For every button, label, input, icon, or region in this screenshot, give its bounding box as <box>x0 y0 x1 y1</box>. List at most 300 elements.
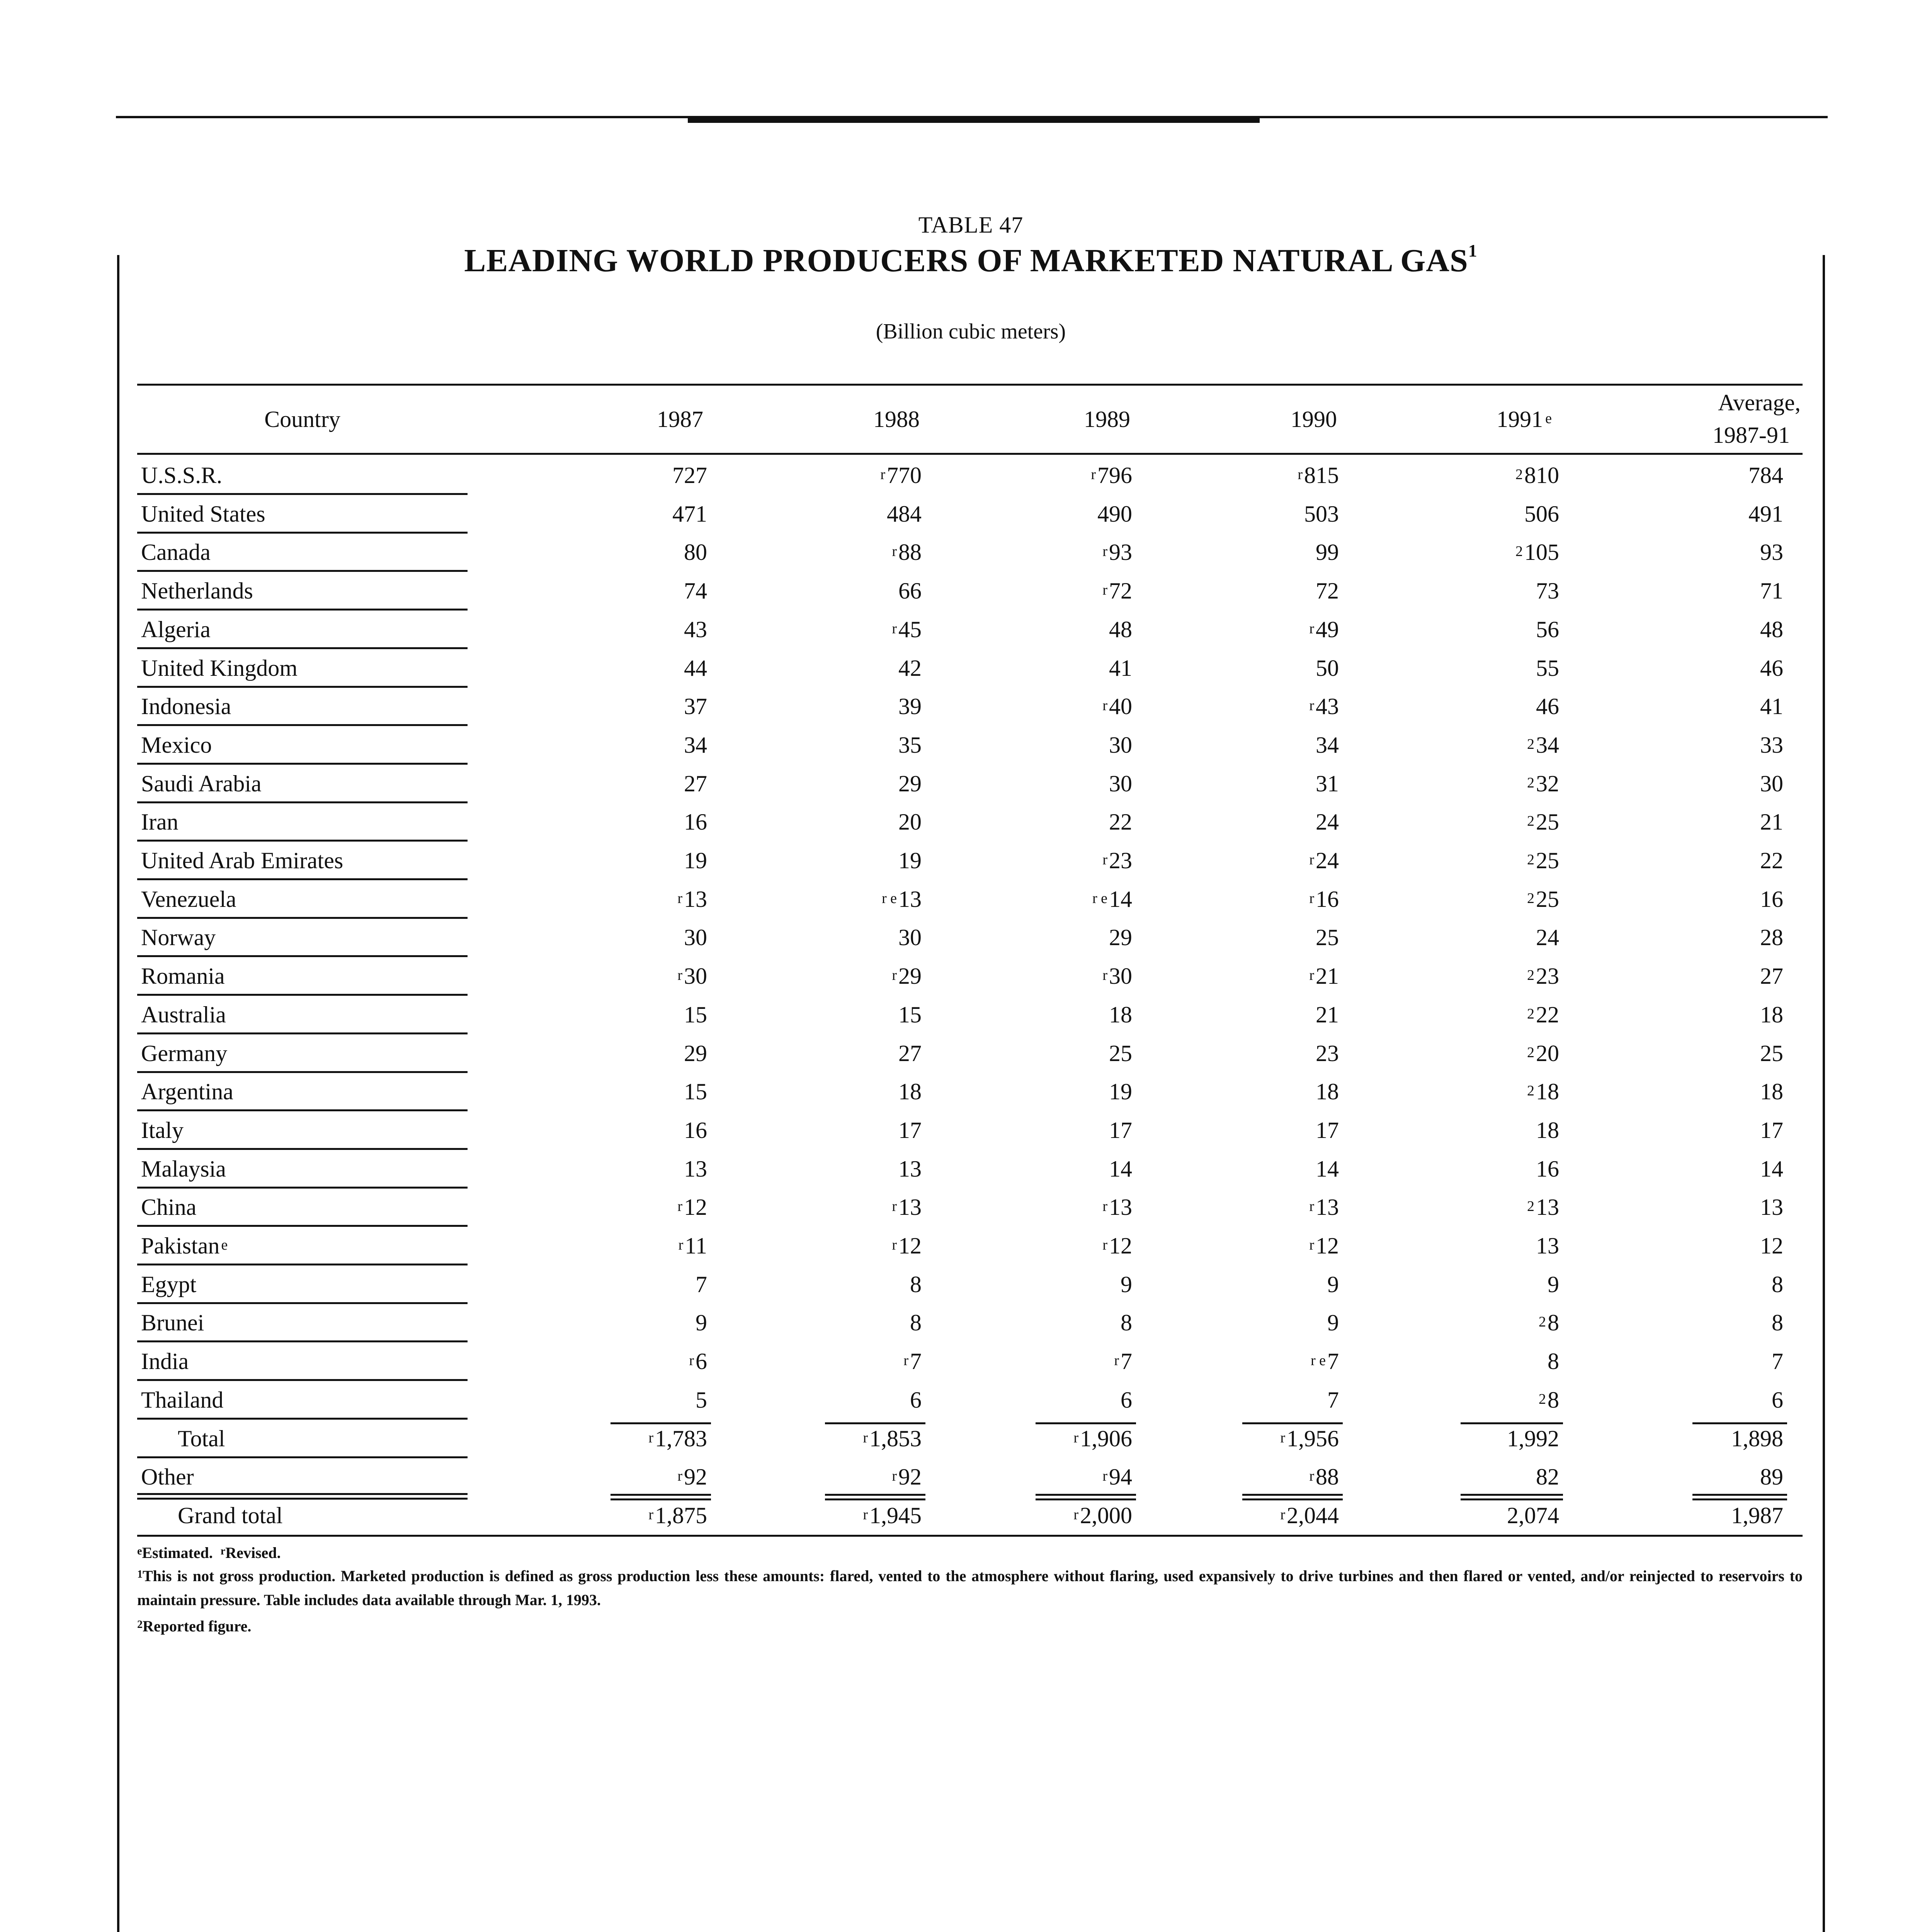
table-row-10-1988-value: 19 <box>898 848 922 873</box>
total-row-1987-mark: r <box>648 1429 653 1446</box>
table-row-9-average <box>1621 806 1783 837</box>
table-row-1-average-value: 491 <box>1748 501 1783 527</box>
table-row-11-1991-mark: 2 <box>1527 890 1534 906</box>
table-row-9-1990-value: 24 <box>1316 809 1339 835</box>
table-row-1-1991 <box>1397 498 1559 529</box>
table-row-13-1987 <box>545 961 707 992</box>
table-row-6-1988 <box>759 691 922 722</box>
table-row-4-average-value: 48 <box>1760 616 1783 642</box>
table-row-19-1987-value: 12 <box>684 1194 707 1220</box>
grand-total-row-1991 <box>1397 1500 1559 1531</box>
total-rule <box>1242 1422 1343 1424</box>
table-row-13-average <box>1621 961 1783 992</box>
table-row-10-1991-value: 25 <box>1536 848 1559 873</box>
table-row-14-1988-value: 15 <box>898 1002 922 1027</box>
table-row-10-1989-mark: r <box>1102 852 1107 868</box>
table-row-14-1987-value: 15 <box>684 1002 707 1027</box>
table-row-17-1988-value: 17 <box>898 1117 922 1143</box>
table-row-22-1991-value: 8 <box>1548 1310 1559 1336</box>
table-row-4-1987-value: 43 <box>684 616 707 642</box>
grand-total-rule-2 <box>1461 1498 1563 1500</box>
table-row-15-label-text: Germany <box>141 1040 228 1066</box>
total-label-underline <box>137 1456 468 1458</box>
table-row-7-1988-value: 35 <box>898 732 922 758</box>
total-row-1989-value: 1,906 <box>1080 1425 1132 1451</box>
row-underline <box>137 1264 468 1265</box>
table-row-20-1988 <box>759 1230 922 1261</box>
table-row-8-1987-value: 27 <box>684 770 707 796</box>
table-row-20-label-text: Pakistan <box>141 1233 220 1259</box>
table-row-24-1990 <box>1177 1384 1339 1415</box>
table-row-1-1987-value: 471 <box>672 501 707 527</box>
table-row-13-1991-value: 23 <box>1536 963 1559 989</box>
table-row-16-1989 <box>970 1076 1132 1107</box>
header-average-line2: 1987-91 <box>1713 422 1790 448</box>
table-row-12-1987 <box>545 922 707 953</box>
table-row-1-1989-value: 490 <box>1097 501 1132 527</box>
table-row-6-1991-value: 46 <box>1536 694 1559 719</box>
table-row-4-1989-value: 48 <box>1109 616 1132 642</box>
table-row-10-1990-mark: r <box>1309 852 1314 868</box>
table-row-11-average <box>1621 884 1783 915</box>
table-row-10-1987 <box>545 845 707 876</box>
table-row-10-1990 <box>1177 845 1339 876</box>
table-row-4-1988-mark: r <box>892 620 897 637</box>
table-row-20-1989-value: 12 <box>1109 1233 1132 1259</box>
footnote-1-text: This is not gross production. Marketed production is defined as gross production less these amounts: flared, vented to the atmosphere without flaring, used expansively to drive turbines and then flared or vented, and/or reinjected to reservoirs to maintain pressure. Table includes data available through Mar. 1, 1993. <box>137 1567 1803 1609</box>
grand-total-rule-1 <box>1036 1494 1136 1496</box>
table-row-24-average-value: 6 <box>1772 1387 1783 1413</box>
table-row-1-average <box>1621 498 1783 529</box>
table-row-15-1988 <box>759 1038 922 1069</box>
total-row-1988-value: 1,853 <box>869 1425 922 1451</box>
table-row-10-1991-mark: 2 <box>1527 852 1534 868</box>
table-row-9-label <box>141 806 179 837</box>
table-row-6-1987-value: 37 <box>684 694 707 719</box>
table-row-13-1990-mark: r <box>1309 967 1314 984</box>
table-row-23-1991-value: 8 <box>1548 1349 1559 1374</box>
table-row-15-label <box>141 1038 227 1069</box>
table-row-5-1989 <box>970 653 1132 684</box>
table-row-3-1990 <box>1177 575 1339 606</box>
table-row-20-label <box>141 1230 229 1261</box>
footnote-estimated-revised <box>137 1541 1803 1565</box>
table-row-16-1991-value: 18 <box>1536 1079 1559 1105</box>
table-row-16-average <box>1621 1076 1783 1107</box>
table-row-17-average <box>1621 1115 1783 1146</box>
table-row-10-label-text: United Arab Emirates <box>141 848 344 873</box>
table-row-24-1989-value: 6 <box>1121 1387 1132 1413</box>
table-row-22-average-value: 8 <box>1772 1310 1783 1336</box>
table-row-18-average <box>1621 1153 1783 1184</box>
table-row-9-1990 <box>1177 806 1339 837</box>
table-row-7-1988 <box>759 730 922 760</box>
table-row-20-1990-mark: r <box>1309 1237 1314 1253</box>
grand-total-rule-2 <box>1242 1498 1343 1500</box>
table-row-9-1988 <box>759 806 922 837</box>
table-row-20-1989 <box>970 1230 1132 1261</box>
other-row-1991-value: 82 <box>1536 1464 1559 1490</box>
grand-total-row-label <box>178 1500 283 1531</box>
other-row-1990-mark: r <box>1309 1468 1314 1485</box>
table-row-23-1989-mark: r <box>1114 1352 1119 1369</box>
header-top-rule <box>137 384 1803 386</box>
table-row-4-1991-value: 56 <box>1536 616 1559 642</box>
grand-total-row-1990-value: 2,044 <box>1287 1502 1339 1528</box>
other-row-1988 <box>759 1461 922 1492</box>
other-row-1991 <box>1397 1461 1559 1492</box>
table-row-13-1990-value: 21 <box>1316 963 1339 989</box>
table-row-19-1990-mark: r <box>1309 1198 1314 1215</box>
table-row-5-1989-value: 41 <box>1109 655 1132 681</box>
table-row-19-1988-value: 13 <box>898 1194 922 1220</box>
header-1990: 1990 <box>1291 406 1337 432</box>
total-rule <box>1692 1422 1787 1424</box>
table-row-19-label <box>141 1192 196 1223</box>
table-row-0-1988 <box>759 460 922 491</box>
table-row-5-label <box>141 653 298 684</box>
other-row-average-value: 89 <box>1760 1464 1783 1490</box>
total-row-label-text: Total <box>178 1425 225 1451</box>
table-row-5-average <box>1621 653 1783 684</box>
table-row-3-label <box>141 575 253 606</box>
table-row-15-1988-value: 27 <box>898 1040 922 1066</box>
table-row-22-average <box>1621 1307 1783 1338</box>
table-row-17-label-text: Italy <box>141 1117 184 1143</box>
table-row-13-label <box>141 961 225 992</box>
other-label-underline-2 <box>137 1498 468 1500</box>
row-underline <box>137 609 468 611</box>
table-row-8-1988-value: 29 <box>898 770 922 796</box>
table-row-3-average-value: 71 <box>1760 578 1783 604</box>
table-row-10-1988 <box>759 845 922 876</box>
table-row-11-1990-mark: r <box>1309 890 1314 906</box>
table-row-5-label-text: United Kingdom <box>141 655 298 681</box>
table-row-23-1991 <box>1397 1346 1559 1377</box>
table-row-22-1991 <box>1397 1307 1559 1338</box>
table-row-2-label-text: Canada <box>141 539 211 565</box>
right-frame-rule <box>1823 255 1825 1932</box>
header-country: Country <box>264 406 340 432</box>
table-row-23-1987-value: 6 <box>696 1349 707 1374</box>
total-row-1990-value: 1,956 <box>1287 1425 1339 1451</box>
table-row-23-average <box>1621 1346 1783 1377</box>
table-row-9-label-text: Iran <box>141 809 179 835</box>
table-row-11-label <box>141 884 236 915</box>
other-label-underline-1 <box>137 1493 468 1495</box>
footnote-2 <box>137 1614 1803 1638</box>
grand-total-row-1988-mark: r <box>863 1506 868 1523</box>
table-row-22-1991-mark: 2 <box>1539 1314 1546 1330</box>
table-row-3-1988 <box>759 575 922 606</box>
table-row-18-1990 <box>1177 1153 1339 1184</box>
table-row-15-1989-value: 25 <box>1109 1040 1132 1066</box>
row-underline <box>137 724 468 726</box>
table-row-19-label-text: China <box>141 1194 197 1220</box>
table-row-22-1990 <box>1177 1307 1339 1338</box>
other-row-1989-mark: r <box>1102 1468 1107 1485</box>
table-row-7-average <box>1621 730 1783 760</box>
table-row-21-1991 <box>1397 1269 1559 1300</box>
table-row-16-1988 <box>759 1076 922 1107</box>
table-row-19-1989 <box>970 1192 1132 1223</box>
table-row-11-1989-mark: r e <box>1092 890 1107 906</box>
header-1989: 1989 <box>1084 406 1130 432</box>
table-row-20-1988-value: 12 <box>898 1233 922 1259</box>
table-row-14-1990 <box>1177 999 1339 1030</box>
table-row-11-1990 <box>1177 884 1339 915</box>
table-row-18-1990-value: 14 <box>1316 1156 1339 1182</box>
table-row-5-1988 <box>759 653 922 684</box>
table-row-22-1989-value: 8 <box>1121 1310 1132 1336</box>
table-row-11-1988-value: 13 <box>898 886 922 912</box>
table-row-8-1991 <box>1397 768 1559 799</box>
table-row-22-label <box>141 1307 204 1338</box>
table-row-12-average-value: 28 <box>1760 925 1783 951</box>
row-underline <box>137 493 468 495</box>
table-row-4-1990-value: 49 <box>1316 616 1339 642</box>
table-row-9-1988-value: 20 <box>898 809 922 835</box>
table-row-5-1988-value: 42 <box>898 655 922 681</box>
table-row-23-1988 <box>759 1346 922 1377</box>
table-row-14-1990-value: 21 <box>1316 1002 1339 1027</box>
grand-total-rule-2 <box>825 1498 925 1500</box>
table-row-1-1990-value: 503 <box>1304 501 1339 527</box>
table-row-16-label <box>141 1076 233 1107</box>
table-row-23-1987-mark: r <box>689 1352 694 1369</box>
header-1987: 1987 <box>657 406 703 432</box>
table-row-2-1987-value: 80 <box>684 539 707 565</box>
table-row-20-average <box>1621 1230 1783 1261</box>
header-bottom-rule <box>137 453 1803 455</box>
table-row-11-1991 <box>1397 884 1559 915</box>
table-row-2-1990-value: 99 <box>1316 539 1339 565</box>
row-underline <box>137 1225 468 1227</box>
row-underline <box>137 1032 468 1034</box>
table-row-20-1990 <box>1177 1230 1339 1261</box>
grand-total-row-1987-value: 1,875 <box>655 1502 707 1528</box>
table-row-7-1990 <box>1177 730 1339 760</box>
table-row-24-1987 <box>545 1384 707 1415</box>
table-row-11-average-value: 16 <box>1760 886 1783 912</box>
table-row-17-1990 <box>1177 1115 1339 1146</box>
total-row-1991 <box>1397 1423 1559 1454</box>
table-row-8-1989-value: 30 <box>1109 770 1132 796</box>
table-row-9-1991-mark: 2 <box>1527 813 1534 830</box>
grand-total-row-1991-value: 2,074 <box>1507 1502 1559 1528</box>
table-row-0-1991 <box>1397 460 1559 491</box>
table-row-11-1989-value: 14 <box>1109 886 1132 912</box>
table-row-3-1989-value: 72 <box>1109 578 1132 604</box>
table-row-0-1988-mark: r <box>880 466 885 483</box>
table-row-24-1988 <box>759 1384 922 1415</box>
table-row-17-1987-value: 16 <box>684 1117 707 1143</box>
table-row-21-1991-value: 9 <box>1548 1271 1559 1297</box>
total-row-average <box>1621 1423 1783 1454</box>
grand-total-row-1987-mark: r <box>648 1506 653 1523</box>
table-row-13-average-value: 27 <box>1760 963 1783 989</box>
table-row-16-label-text: Argentina <box>141 1079 233 1105</box>
table-row-14-label-text: Australia <box>141 1002 226 1027</box>
other-row-1990-value: 88 <box>1316 1464 1339 1490</box>
table-row-0-1991-mark: 2 <box>1515 466 1523 483</box>
total-row-1990-mark: r <box>1280 1429 1285 1446</box>
table-row-23-1989 <box>970 1346 1132 1377</box>
table-row-21-average <box>1621 1269 1783 1300</box>
row-underline <box>137 955 468 957</box>
table-row-23-1987 <box>545 1346 707 1377</box>
table-row-4-label-text: Algeria <box>141 616 211 642</box>
table-row-17-1991-value: 18 <box>1536 1117 1559 1143</box>
table-row-9-1987-value: 16 <box>684 809 707 835</box>
table-row-11-1991-value: 25 <box>1536 886 1559 912</box>
table-row-20-1988-mark: r <box>892 1237 897 1253</box>
table-row-3-1989-mark: r <box>1102 582 1107 599</box>
table-row-0-label <box>141 460 222 491</box>
table-row-19-average-value: 13 <box>1760 1194 1783 1220</box>
table-row-1-label-text: United States <box>141 501 265 527</box>
table-row-6-label <box>141 691 231 722</box>
table-row-14-1988 <box>759 999 922 1030</box>
table-row-8-1991-mark: 2 <box>1527 774 1534 791</box>
revised-mark: r <box>220 1545 226 1557</box>
table-row-11-label-text: Venezuela <box>141 886 236 912</box>
table-row-13-1989-mark: r <box>1102 967 1107 984</box>
grand-total-row-average <box>1621 1500 1783 1531</box>
table-row-24-1987-value: 5 <box>696 1387 707 1413</box>
table-row-12-1990-value: 25 <box>1316 925 1339 951</box>
table-row-20-1990-value: 12 <box>1316 1233 1339 1259</box>
table-row-5-average-value: 46 <box>1760 655 1783 681</box>
table-row-15-1990-value: 23 <box>1316 1040 1339 1066</box>
table-row-6-1991 <box>1397 691 1559 722</box>
row-underline <box>137 801 468 803</box>
table-row-13-1990 <box>1177 961 1339 992</box>
table-row-22-1987 <box>545 1307 707 1338</box>
table-row-7-1990-value: 34 <box>1316 732 1339 758</box>
other-row-1990 <box>1177 1461 1339 1492</box>
table-row-24-1988-value: 6 <box>910 1387 922 1413</box>
table-row-16-1987 <box>545 1076 707 1107</box>
total-rule <box>1461 1422 1563 1424</box>
table-row-18-1987 <box>545 1153 707 1184</box>
row-underline <box>137 1379 468 1381</box>
table-row-12-label <box>141 922 216 953</box>
table-row-22-1988-value: 8 <box>910 1310 922 1336</box>
table-row-12-1991 <box>1397 922 1559 953</box>
table-row-10-1987-value: 19 <box>684 848 707 873</box>
table-row-19-1987 <box>545 1192 707 1223</box>
table-row-8-1991-value: 32 <box>1536 770 1559 796</box>
table-row-14-1991-mark: 2 <box>1527 1005 1534 1022</box>
estimated-mark: e <box>137 1545 142 1557</box>
table-row-14-1989-value: 18 <box>1109 1002 1132 1027</box>
total-row-1991-value: 1,992 <box>1507 1425 1559 1451</box>
table-row-19-1990 <box>1177 1192 1339 1223</box>
table-row-13-1991-mark: 2 <box>1527 967 1534 984</box>
other-row-1989-value: 94 <box>1109 1464 1132 1490</box>
table-row-21-average-value: 8 <box>1772 1271 1783 1297</box>
table-row-19-average <box>1621 1192 1783 1223</box>
table-row-4-1989 <box>970 614 1132 645</box>
table-row-11-1990-value: 16 <box>1316 886 1339 912</box>
other-row-label-text: Other <box>141 1464 194 1490</box>
table-row-20-1991-value: 13 <box>1536 1233 1559 1259</box>
total-row-1989 <box>970 1423 1132 1454</box>
grand-total-rule-1 <box>1461 1494 1563 1496</box>
row-underline <box>137 763 468 765</box>
table-row-8-1987 <box>545 768 707 799</box>
table-row-10-1989-value: 23 <box>1109 848 1132 873</box>
table-row-14-1991 <box>1397 999 1559 1030</box>
table-row-12-1987-value: 30 <box>684 925 707 951</box>
table-row-6-1989 <box>970 691 1132 722</box>
table-row-24-label <box>141 1384 223 1415</box>
table-row-4-1990 <box>1177 614 1339 645</box>
table-row-1-1989 <box>970 498 1132 529</box>
table-row-18-1989-value: 14 <box>1109 1156 1132 1182</box>
table-row-22-1989 <box>970 1307 1132 1338</box>
row-underline <box>137 686 468 688</box>
table-row-12-label-text: Norway <box>141 925 216 951</box>
table-row-0-1989-mark: r <box>1091 466 1096 483</box>
table-row-17-1987 <box>545 1115 707 1146</box>
table-row-5-1991 <box>1397 653 1559 684</box>
other-row-average <box>1621 1461 1783 1492</box>
table-row-13-1988 <box>759 961 922 992</box>
header-1991 <box>1437 403 1553 435</box>
grand-total-rule-1 <box>825 1494 925 1496</box>
table-row-5-1987-value: 44 <box>684 655 707 681</box>
table-row-21-1989-value: 9 <box>1121 1271 1132 1297</box>
table-row-21-1987 <box>545 1269 707 1300</box>
table-row-2-1989-mark: r <box>1102 543 1107 560</box>
table-row-2-1991-mark: 2 <box>1515 543 1523 560</box>
table-row-8-1988 <box>759 768 922 799</box>
table-row-0-average-value: 784 <box>1748 463 1783 488</box>
table-row-2-1988 <box>759 537 922 568</box>
other-row-1987-mark: r <box>677 1468 682 1485</box>
table-row-3-1990-value: 72 <box>1316 578 1339 604</box>
table-row-15-average-value: 25 <box>1760 1040 1783 1066</box>
revised-text: Revised. <box>225 1544 281 1561</box>
table-row-20-1987 <box>545 1230 707 1261</box>
grand-total-row-1989-mark: r <box>1073 1506 1078 1523</box>
table-row-12-1988-value: 30 <box>898 925 922 951</box>
table-row-2-label <box>141 537 211 568</box>
table-row-20-1991 <box>1397 1230 1559 1261</box>
table-row-24-1990-value: 7 <box>1327 1387 1339 1413</box>
table-row-15-1987-value: 29 <box>684 1040 707 1066</box>
table-row-5-1990 <box>1177 653 1339 684</box>
table-row-11-1987-mark: r <box>677 890 682 906</box>
grand-total-row-1988 <box>759 1500 922 1531</box>
table-row-13-1991 <box>1397 961 1559 992</box>
table-row-6-average <box>1621 691 1783 722</box>
table-row-0-label-text: U.S.S.R. <box>141 463 223 488</box>
table-row-19-1990-value: 13 <box>1316 1194 1339 1220</box>
table-row-2-1987 <box>545 537 707 568</box>
table-row-4-1987 <box>545 614 707 645</box>
header-average <box>1604 386 1801 451</box>
title-footnote-mark: 1 <box>1468 241 1478 260</box>
total-row-label <box>178 1423 225 1454</box>
table-row-7-label <box>141 730 212 760</box>
footnote-1-mark: 1 <box>137 1568 143 1580</box>
table-row-6-1990-value: 43 <box>1316 694 1339 719</box>
table-row-12-average <box>1621 922 1783 953</box>
table-row-10-label <box>141 845 343 876</box>
